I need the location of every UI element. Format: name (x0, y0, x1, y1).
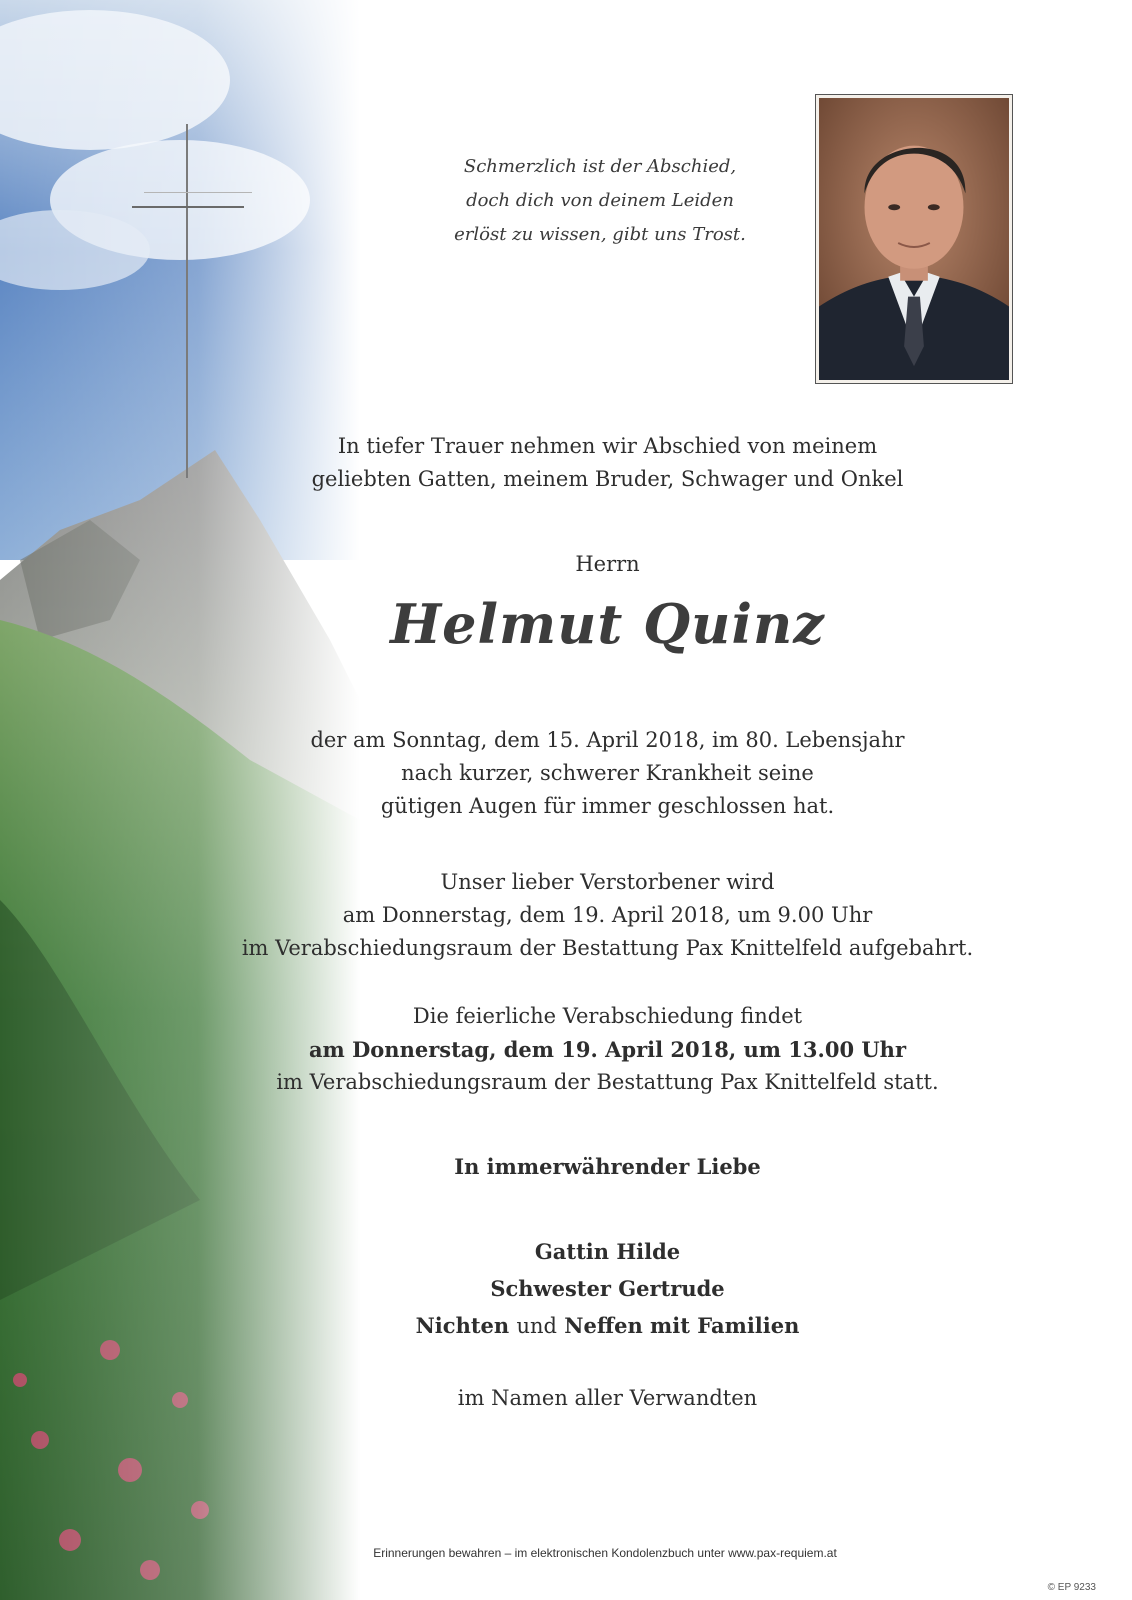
mourner-nieces-nephews (225, 1307, 990, 1345)
intro-line: In tiefer Trauer nehmen wir Abschied von meinem (337, 434, 878, 458)
deceased-name: Helmut Quinz (390, 592, 825, 656)
mourner-nephews: Neffen mit Familien (564, 1313, 800, 1338)
salutation: Herrn (575, 552, 640, 576)
closing-phrase: In immerwährender Liebe (454, 1154, 761, 1179)
mourner-sister: Schwester Gertrude (490, 1276, 725, 1301)
relatives-note: im Namen aller Verwandten (457, 1386, 758, 1410)
portrait-photo (815, 94, 1013, 384)
laying-out-line: im Verabschiedungsraum der Bestattung Pax Knittelfeld aufgebahrt. (241, 936, 974, 960)
mourner-nieces: Nichten (415, 1313, 510, 1338)
death-info (225, 724, 990, 823)
poem-line: doch dich von deinem Leiden (466, 190, 734, 211)
mourners-list (225, 1233, 990, 1345)
intro-line: geliebten Gatten, meinem Bruder, Schwager und Onkel (311, 467, 904, 491)
form-code: © EP 9233 (1047, 1582, 1096, 1593)
laying-out-line: Unser lieber Verstorbener wird (440, 870, 775, 894)
cross-vertical-beam (186, 124, 188, 478)
cross-shadow-beam (144, 192, 252, 193)
laying-out-info (225, 866, 990, 965)
intro-text (225, 430, 990, 496)
death-line: gütigen Augen für immer geschlossen hat. (380, 794, 835, 818)
farewell-line: im Verabschiedungsraum der Bestattung Pax Knittelfeld statt. (276, 1070, 939, 1094)
death-line: nach kurzer, schwerer Krankheit seine (401, 761, 814, 785)
poem-line: erlöst zu wissen, gibt uns Trost. (454, 224, 746, 245)
memorial-poem (400, 150, 800, 252)
farewell-ceremony-info (225, 1000, 990, 1099)
farewell-line: Die feierliche Verabschiedung findet (412, 1004, 803, 1028)
laying-out-line: am Donnerstag, dem 19. April 2018, um 9.00 Uhr (342, 903, 873, 927)
mourner-wife: Gattin Hilde (534, 1239, 681, 1264)
condolence-book-footer: Erinnerungen bewahren – im elektronischen Kondolenzbuch unter www.pax-requiem.at (373, 1546, 837, 1560)
death-line: der am Sonntag, dem 15. April 2018, im 80. Lebensjahr (310, 728, 905, 752)
mourner-connector: und (516, 1314, 557, 1338)
cross-horizontal-beam (132, 206, 244, 208)
farewell-date: am Donnerstag, dem 19. April 2018, um 13.00 Uhr (308, 1037, 907, 1062)
poem-line: Schmerzlich ist der Abschied, (463, 156, 737, 177)
